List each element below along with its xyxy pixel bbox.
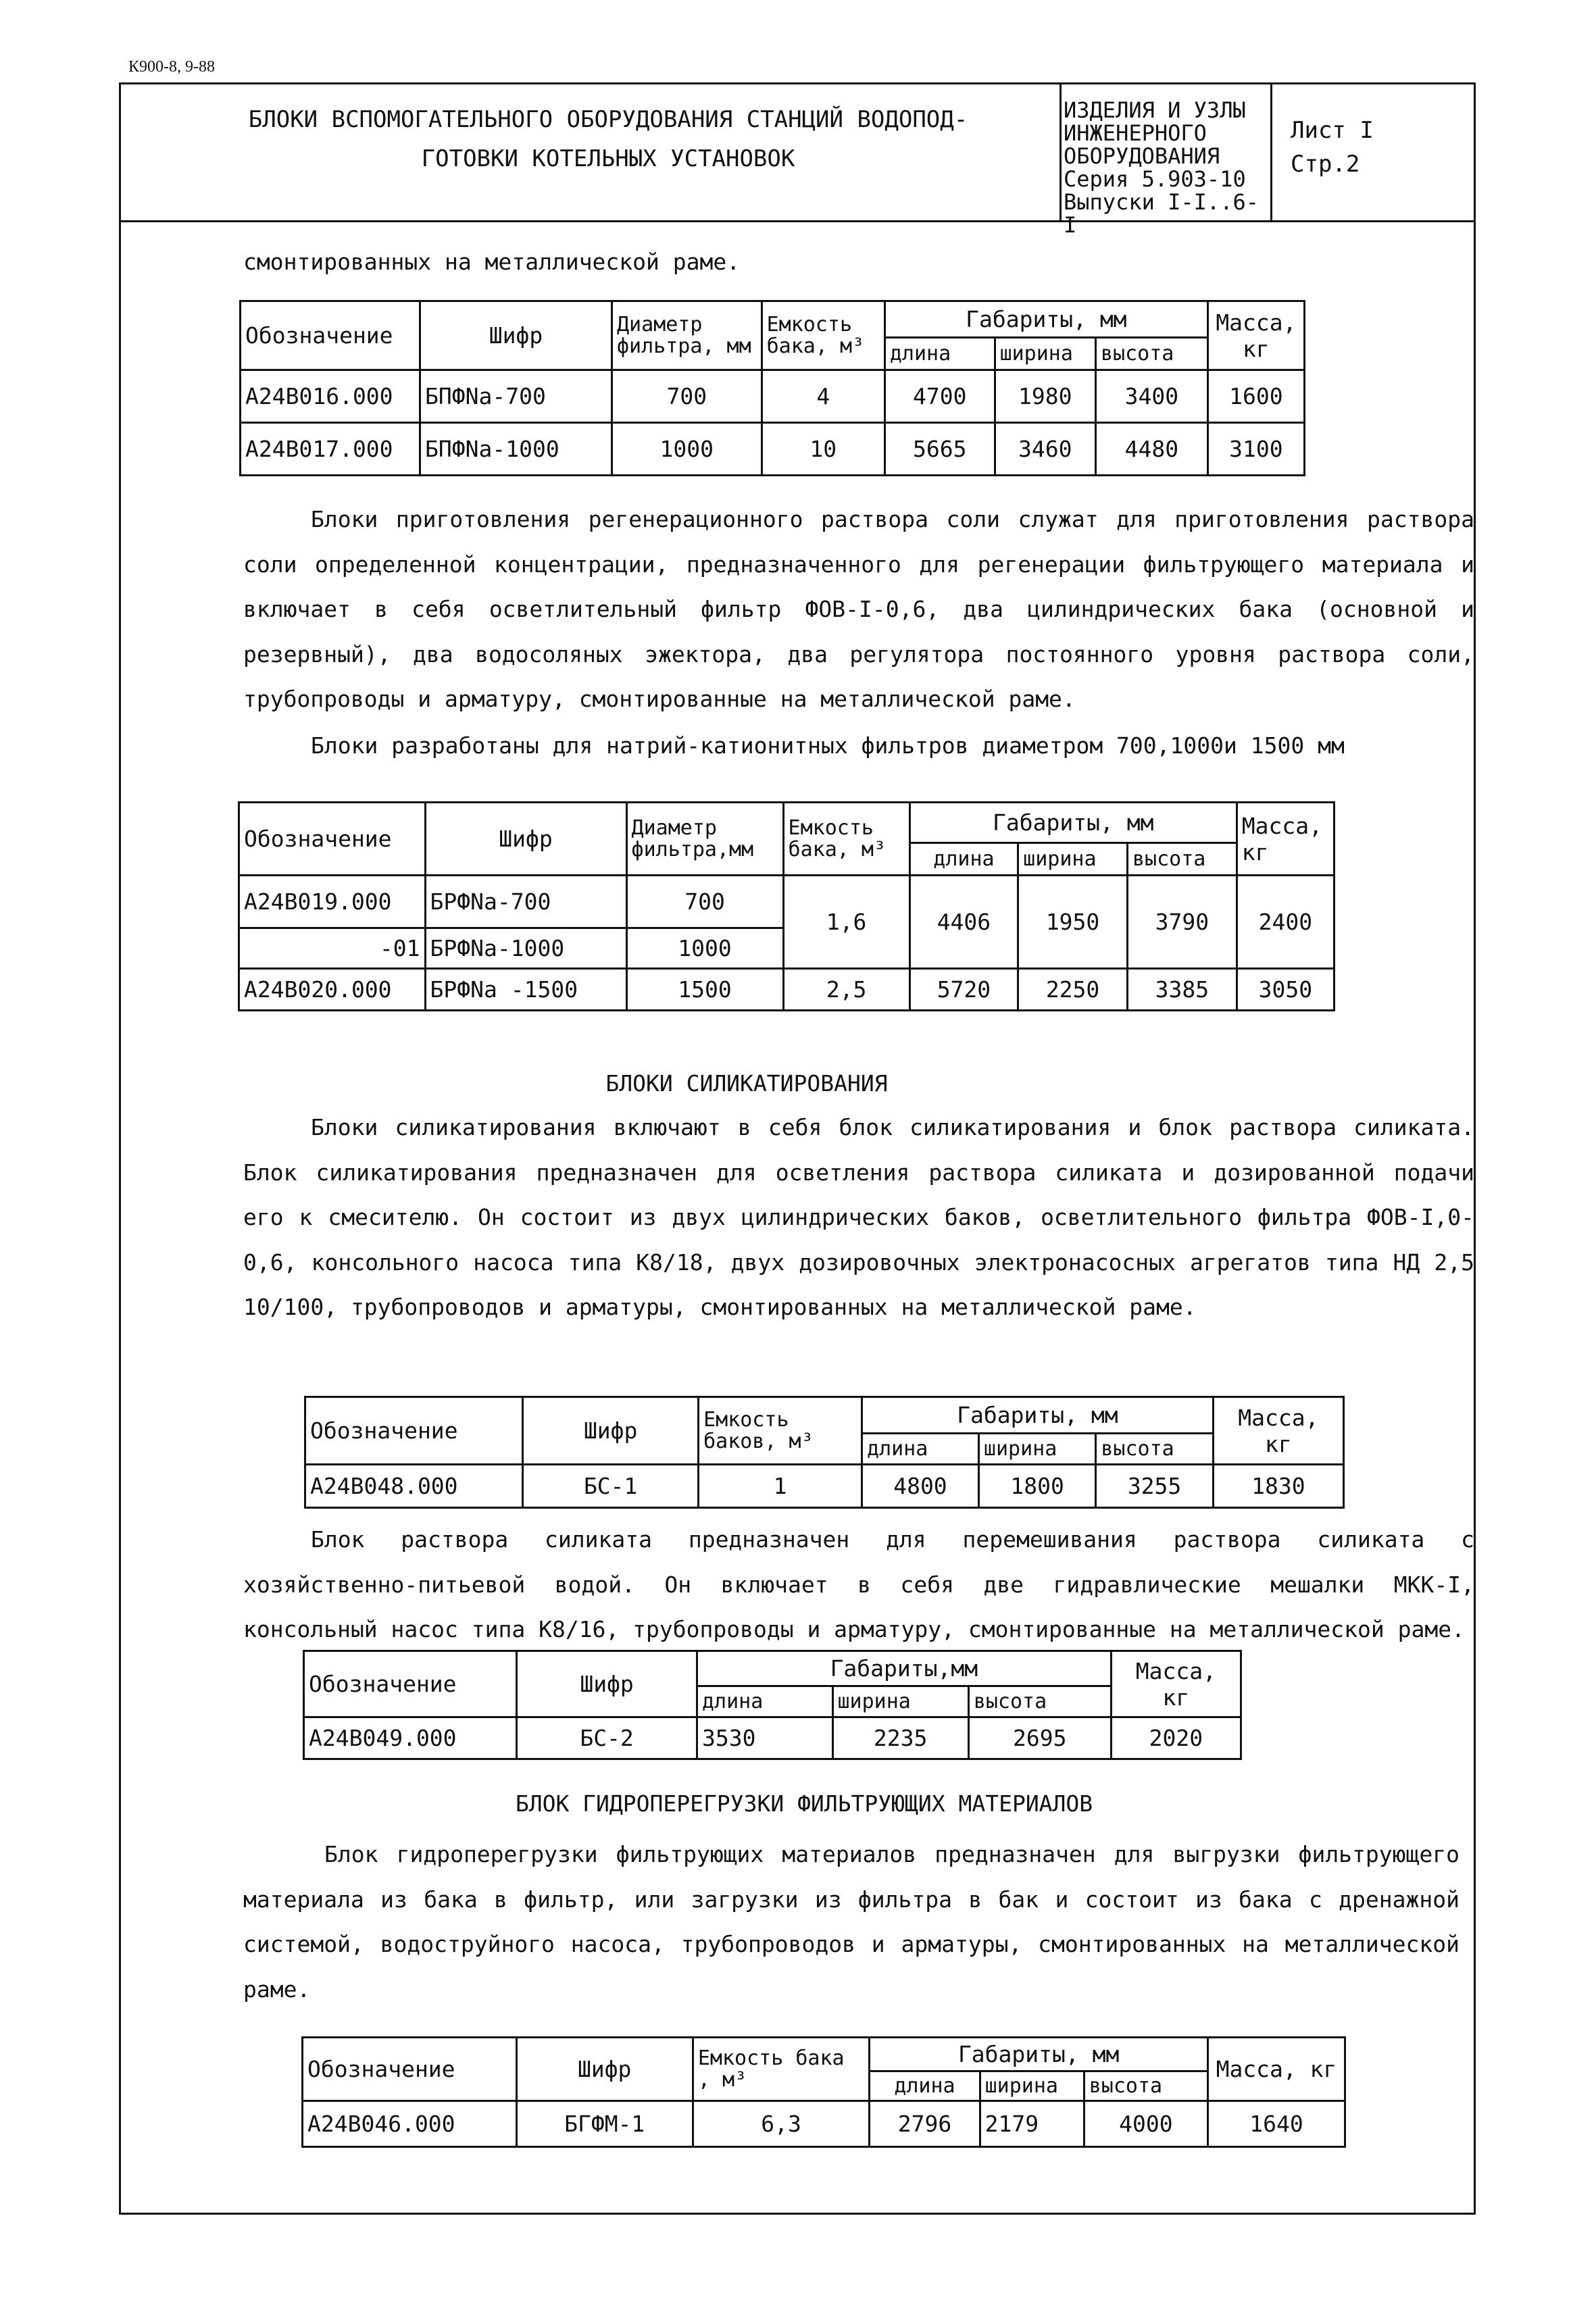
cell-capacity: 10 xyxy=(762,423,884,476)
col-header-code: Обозначение xyxy=(304,1651,517,1717)
col-header-code: Обозначение xyxy=(305,1397,523,1465)
table-silicate-solution-block xyxy=(303,1650,1242,1760)
section-title-hydro-reload: БЛОК ГИДРОПЕРЕГРУЗКИ ФИЛЬТРУЮЩИХ МАТЕРИАЛОВ xyxy=(515,1790,1093,1817)
cell-height: 3255 xyxy=(1096,1465,1213,1508)
header-divider-right xyxy=(1270,82,1272,220)
cell-mass: 3050 xyxy=(1237,969,1334,1011)
cell-mass: 2020 xyxy=(1111,1717,1241,1759)
col-header-cipher: Шифр xyxy=(523,1397,699,1465)
col-header-cipher: Шифр xyxy=(516,2038,693,2101)
paragraph-hydro-reload: Блок гидроперегрузки фильтрующих материалов предназначен для выгрузки фильтрующего материала из бака в фильтр, или загрузки из фильтра в бак и состоит из бака с дренажной системой, водоструйного насоса, трубопроводов и арматуры, смонтированных на металлической раме. xyxy=(243,1841,1460,2003)
col-header-width: ширина xyxy=(980,2071,1084,2101)
cell-length: 4700 xyxy=(884,370,995,423)
header-title xyxy=(203,100,1014,178)
header-divider-left xyxy=(1059,82,1062,220)
paragraph-filter-diameters: Блоки разработаны для натрий-катионитных фильтров диаметром 700,1000и 1500 мм xyxy=(311,732,1345,759)
cell-cipher: БС-2 xyxy=(517,1717,697,1759)
header-sheet-info xyxy=(1291,114,1460,181)
series-line: ОБОРУДОВАНИЯ xyxy=(1064,143,1220,169)
cell-capacity: 2,5 xyxy=(783,969,909,1011)
col-header-mass: Масса, кг xyxy=(1213,1397,1343,1465)
cell-length: 4406 xyxy=(909,876,1018,969)
cell-width: 1950 xyxy=(1018,876,1128,969)
col-header-dims: Габариты,мм xyxy=(697,1651,1112,1686)
col-header-height: высота xyxy=(968,1686,1111,1717)
page-number: Стр.2 xyxy=(1291,151,1360,178)
table-filter-blocks xyxy=(239,300,1305,476)
cell-mass: 3100 xyxy=(1207,423,1304,476)
cell-capacity: 1,6 xyxy=(783,876,909,969)
table-row xyxy=(304,1717,1241,1759)
cell-capacity: 4 xyxy=(762,370,884,423)
cell-code: А24В017.000 xyxy=(241,423,420,476)
cell-width: 2179 xyxy=(980,2101,1084,2147)
cell-height: 4000 xyxy=(1084,2101,1207,2147)
cell-height: 3790 xyxy=(1127,876,1237,969)
cell-cipher: БПФNа-700 xyxy=(420,370,612,423)
col-header-mass: Масса, кг xyxy=(1111,1651,1241,1717)
cell-height: 4480 xyxy=(1095,423,1207,476)
col-header-width: ширина xyxy=(832,1686,968,1717)
section-title-silicate: БЛОКИ СИЛИКАТИРОВАНИЯ xyxy=(605,1070,888,1097)
header-series xyxy=(1064,99,1269,236)
table-row xyxy=(241,370,1305,423)
col-header-capacity: Емкость бака , м³ xyxy=(693,2038,869,2101)
header-title-line-1: БЛОКИ ВСПОМОГАТЕЛЬНОГО ОБОРУДОВАНИЯ СТАНЦИЙ ВОДОПОД- xyxy=(248,106,968,133)
intro-line: смонтированных на металлической раме. xyxy=(243,249,741,275)
cell-cipher: БГФМ-1 xyxy=(516,2101,693,2147)
table-regeneration-blocks xyxy=(238,801,1335,1011)
cell-diameter: 1000 xyxy=(626,928,783,969)
series-line: ИЗДЕЛИЯ И УЗЛЫ xyxy=(1064,97,1246,123)
cell-width: 2250 xyxy=(1018,969,1128,1011)
cell-code: А24В048.000 xyxy=(305,1465,523,1508)
cell-length: 3530 xyxy=(697,1717,833,1759)
cell-code: -01 xyxy=(239,928,426,969)
cell-mass: 1640 xyxy=(1207,2101,1345,2147)
cell-cipher: БРФNа -1500 xyxy=(425,969,626,1011)
cell-mass: 1600 xyxy=(1207,370,1304,423)
col-header-diameter: Диаметр фильтра,мм xyxy=(626,803,783,876)
table-row xyxy=(241,423,1305,476)
col-header-width: ширина xyxy=(1018,843,1128,876)
series-line: ИНЖЕНЕРНОГО xyxy=(1064,120,1207,146)
cell-mass: 2400 xyxy=(1237,876,1334,969)
header-title-line-2: ГОТОВКИ КОТЕЛЬНЫХ УСТАНОВОК xyxy=(421,145,795,172)
cell-diameter: 700 xyxy=(612,370,762,423)
cell-height: 3385 xyxy=(1127,969,1237,1011)
col-header-code: Обозначение xyxy=(239,803,426,876)
cell-mass: 1830 xyxy=(1213,1465,1343,1508)
cell-code: А24В046.000 xyxy=(303,2101,517,2147)
cell-code: А24В020.000 xyxy=(239,969,426,1011)
cell-height: 2695 xyxy=(968,1717,1111,1759)
col-header-dims: Габариты, мм xyxy=(884,301,1207,338)
table-hydro-reload-block xyxy=(301,2036,1346,2148)
col-header-length: длина xyxy=(862,1434,979,1465)
paragraph-silicate-blocks: Блоки силикатирования включают в себя блок силикатирования и блок раствора силиката. Блок силикатирования предназначен для осветления раствора силиката и дозированной подачи его к смесителю. Он состоит из двух цилиндрических баков, осветлительного фильтра ФОВ-I,0-0,6, консольного насоса типа К8/18, двух дозировочных электронасосных агрегатов типа НД 2,5 10/100, трубопроводов и арматуры, смонтированных на металлической раме. xyxy=(243,1114,1474,1320)
table-silicate-block xyxy=(304,1396,1345,1509)
table-row xyxy=(305,1465,1344,1508)
cell-cipher: БПФNа-1000 xyxy=(420,423,612,476)
col-header-capacity: Емкость баков, м³ xyxy=(699,1397,862,1465)
col-header-dims: Габариты, мм xyxy=(870,2038,1208,2071)
col-header-length: длина xyxy=(697,1686,833,1717)
table-row xyxy=(239,876,1335,928)
cell-length: 4800 xyxy=(862,1465,979,1508)
col-header-dims: Габариты, мм xyxy=(909,803,1237,843)
col-header-height: высота xyxy=(1096,1434,1213,1465)
col-header-width: ширина xyxy=(995,338,1095,370)
cell-height: 3400 xyxy=(1095,370,1207,423)
cell-code: А24В016.000 xyxy=(241,370,420,423)
cell-cipher: БРФNа-700 xyxy=(425,876,626,928)
cell-length: 2796 xyxy=(870,2101,980,2147)
col-header-capacity: Емкость бака, м³ xyxy=(762,301,884,370)
col-header-diameter: Диаметр фильтра, мм xyxy=(612,301,762,370)
col-header-length: длина xyxy=(909,843,1018,876)
col-header-code: Обозначение xyxy=(241,301,420,370)
paragraph-silicate-solution: Блок раствора силиката предназначен для перемешивания раствора силиката с хозяйственно-питьевой водой. Он включает в себя две гидравлические мешалки МКК-I, консольный насос типа К8/16, трубопроводы и арматуру, смонтированные на металлической раме. xyxy=(243,1526,1474,1642)
col-header-cipher: Шифр xyxy=(425,803,626,876)
cell-width: 1980 xyxy=(995,370,1095,423)
col-header-mass: Масса, кг xyxy=(1237,803,1334,876)
paragraph-regeneration: Блоки приготовления регенерационного раствора соли служат для приготовления раствора соли определенной концентрации, предназначенного для регенерации фильтрующего материала и включает в себя осветлительный фильтр ФОВ-I-0,6, два цилиндрических бака (основной и резервный), два водосоляных эжектора, два регулятора постоянного уровня раствора соли, трубопроводы и арматуру, смонтированные на металлической раме. xyxy=(243,506,1474,712)
cell-code: А24В049.000 xyxy=(304,1717,517,1759)
col-header-cipher: Шифр xyxy=(420,301,612,370)
cell-width: 3460 xyxy=(995,423,1095,476)
document-code: К900-8, 9-88 xyxy=(128,58,215,76)
cell-diameter: 1500 xyxy=(626,969,783,1011)
table-row xyxy=(239,969,1335,1011)
col-header-mass: Масса, кг xyxy=(1207,301,1304,370)
col-header-mass: Масса, кг xyxy=(1207,2038,1345,2101)
cell-width: 1800 xyxy=(978,1465,1095,1508)
col-header-code: Обозначение xyxy=(303,2038,517,2101)
cell-cipher: БРФNа-1000 xyxy=(425,928,626,969)
col-header-length: длина xyxy=(884,338,995,370)
cell-diameter: 700 xyxy=(626,876,783,928)
series-line: Выпуски I-I..6-I xyxy=(1064,189,1259,238)
col-header-cipher: Шифр xyxy=(517,1651,697,1717)
table-row xyxy=(303,2101,1345,2147)
col-header-height: высота xyxy=(1127,843,1237,876)
cell-length: 5720 xyxy=(909,969,1018,1011)
col-header-dims: Габариты, мм xyxy=(862,1397,1214,1434)
cell-capacity: 1 xyxy=(699,1465,862,1508)
col-header-length: длина xyxy=(870,2071,980,2101)
cell-capacity: 6,3 xyxy=(693,2101,869,2147)
series-line: Серия 5.903-10 xyxy=(1064,166,1246,192)
col-header-capacity: Емкость бака, м³ xyxy=(783,803,909,876)
cell-diameter: 1000 xyxy=(612,423,762,476)
col-header-height: высота xyxy=(1084,2071,1207,2101)
cell-width: 2235 xyxy=(832,1717,968,1759)
header-bottom-rule xyxy=(119,220,1476,222)
cell-code: А24В019.000 xyxy=(239,876,426,928)
col-header-height: высота xyxy=(1095,338,1207,370)
cell-cipher: БС-1 xyxy=(523,1465,699,1508)
col-header-width: ширина xyxy=(978,1434,1095,1465)
cell-length: 5665 xyxy=(884,423,995,476)
sheet-number: Лист I xyxy=(1291,117,1374,144)
